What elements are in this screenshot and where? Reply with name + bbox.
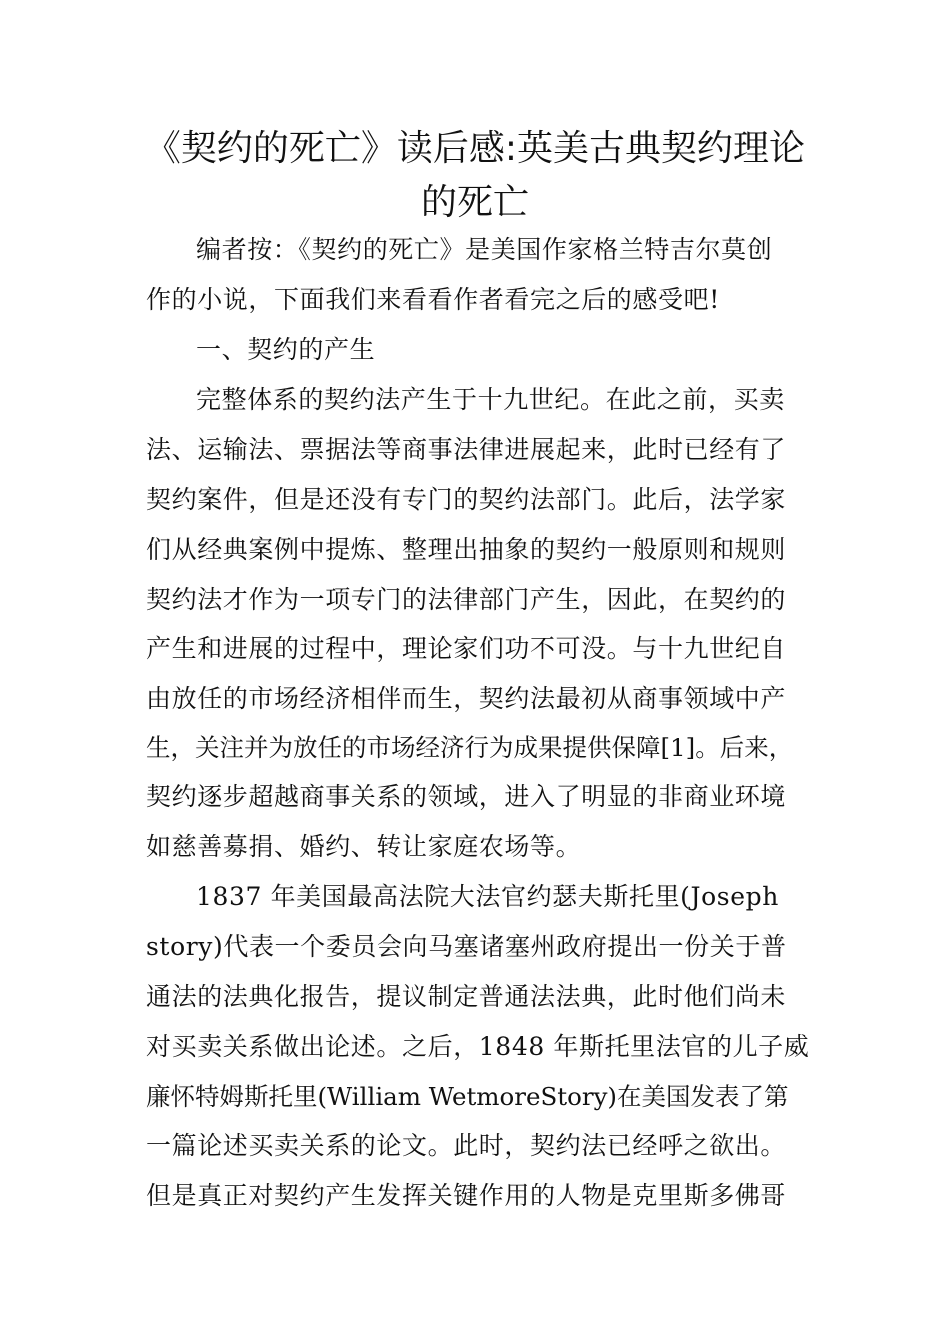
paragraph-line: 生，关注并为放任的市场经济行为成果提供保障[1]。后来， [146,733,794,762]
paragraph-line: 如慈善募捐、婚约、转让家庭农场等。 [146,832,582,861]
paragraph-line: 契约法才作为一项专门的法律部门产生，因此，在契约的 [146,585,787,614]
paragraph-line: 作的小说，下面我们来看看作者看完之后的感受吧! [146,285,720,314]
document-title [120,122,830,230]
paragraph-line: 1837 年美国最高法院大法官约瑟夫斯托里(Joseph [196,882,779,911]
paragraph-line: 产生和进展的过程中，理论家们功不可没。与十九世纪自 [146,634,787,663]
paragraph-line: 法、运输法、票据法等商事法律进展起来，此时已经有了 [146,435,787,464]
paragraph-line: 们从经典案例中提炼、整理出抽象的契约一般原则和规则 [146,535,787,564]
section-heading: 一、契约的产生 [196,335,376,364]
title-line-2: 的死亡 [420,182,529,223]
paragraph-line: 编者按：《契约的死亡》是美国作家格兰特吉尔莫创 [196,235,773,264]
paragraph-line: 对买卖关系做出论述。之后，1848 年斯托里法官的儿子威 [146,1032,810,1061]
paragraph-line: 一篇论述买卖关系的论文。此时，契约法已经呼之欲出。 [146,1131,787,1160]
paragraph-line: 契约逐步超越商事关系的领域，进入了明显的非商业环境 [146,782,787,811]
paragraph-line: story)代表一个委员会向马塞诸塞州政府提出一份关于普 [146,932,787,961]
paragraph-line: 由放任的市场经济相伴而生，契约法最初从商事领域中产 [146,684,787,713]
paragraph-line: 契约案件，但是还没有专门的契约法部门。此后，法学家 [146,485,787,514]
paragraph-line: 通法的法典化报告，提议制定普通法法典，此时他们尚未 [146,982,787,1011]
paragraph-line: 廉怀特姆斯托里(William WetmoreStory)在美国发表了第 [146,1082,789,1111]
title-line-1: 《契约的死亡》读后感:英美古典契约理论 [144,128,806,169]
paragraph-line: 但是真正对契约产生发挥关键作用的人物是克里斯多佛哥 [146,1181,787,1210]
paragraph-line: 完整体系的契约法产生于十九世纪。在此之前，买卖 [196,385,785,414]
